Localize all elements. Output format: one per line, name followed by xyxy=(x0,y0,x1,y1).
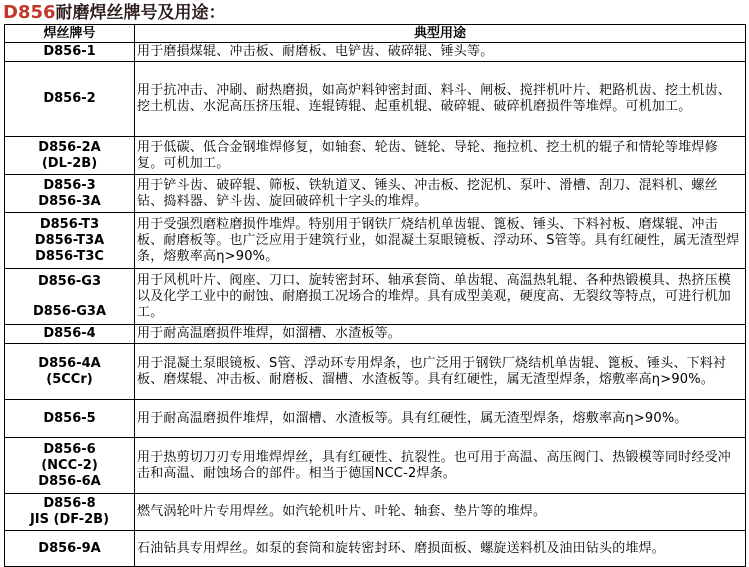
grade-code: D856-5 xyxy=(43,410,96,426)
grade-code: D856-4 xyxy=(43,326,96,341)
grade-code: D856-3 xyxy=(43,177,96,193)
grade-code: D856-T3C xyxy=(35,248,104,264)
title-text: 耐磨焊丝牌号及用途： xyxy=(55,3,226,23)
table-row xyxy=(5,43,746,62)
grade-code: (DL-2B) xyxy=(41,155,98,171)
use-cell: 石油钻具专用焊丝。如泵的套筒和旋转密封环、磨损面板、螺旋送料机及油田钻头的堆焊。 xyxy=(135,531,746,567)
header-use: 典型用途 xyxy=(135,25,746,43)
grade-cell xyxy=(5,269,135,325)
grade-code: D856-G3A xyxy=(32,303,107,319)
use-cell: 用于低碳、低合金钢堆焊修复，如轴套、轮齿、链轮、导轮、拖拉机、挖土机的辊子和情轮等堆焊修复。可机加工。 xyxy=(135,137,746,175)
table-row xyxy=(5,213,746,269)
header-grade: 焊丝牌号 xyxy=(5,25,135,43)
table-row xyxy=(5,494,746,531)
table-row xyxy=(5,137,746,175)
table-row xyxy=(5,325,746,344)
use-cell: 用于抗冲击、冲刷、耐热磨损，如高炉料钟密封面、料斗、闸板、搅拌机叶片、耙路机齿、挖土机齿、挖土机齿、水泥高压挤压辊、连辊铸辊、起重机辊、破碎辊、破碎机磨损件等堆焊。可机加工。 xyxy=(135,62,746,137)
table-row xyxy=(5,175,746,213)
table-header-row xyxy=(5,25,746,43)
grade-cell xyxy=(5,137,135,175)
table-row xyxy=(5,531,746,567)
use-cell: 用于混凝土泵眼镜板、S管、浮动环专用焊条，也广泛用于钢铁厂烧结机单齿辊、篦板、锤头、下料衬板、磨煤辊、冲击板、耐磨板、溜槽、水渣板等。具有红硬性，属无渣型焊条，熔敷率高η>90%。 xyxy=(135,344,746,400)
use-cell: 用于耐高温磨损件堆焊，如溜槽、水渣板等。 xyxy=(135,325,746,344)
grade-cell xyxy=(5,494,135,531)
grade-code: D856-2 xyxy=(43,91,96,106)
use-cell: 用于受强烈磨粒磨损件堆焊。特别用于钢铁厂烧结机单齿辊、篦板、锤头、下料衬板、磨煤辊、冲击板、耐磨板等。也广泛应用于建筑行业，如混凝土泵眼镜板、浮动环、S管等。具有红硬性，属无渣型焊条，熔敷率高η>90%。 xyxy=(135,213,746,269)
grade-code: D856-8 xyxy=(43,496,96,511)
table-row xyxy=(5,344,746,400)
use-cell: 用于风机叶片、阀座、刀口、旋转密封环、轴承套筒、单齿辊、高温热轧辊、各种热锻模具、热挤压模以及化学工业中的耐蚀、耐磨损工况场合的堆焊。具有成型美观，硬度高、无裂纹等特点，可进行机加工。 xyxy=(135,269,746,325)
grade-cell xyxy=(5,175,135,213)
grade-code: JIS (DF-2B) xyxy=(29,512,110,527)
use-cell: 用于磨損煤辊、冲击板、耐磨板、电铲齿、破碎辊、锤头等。 xyxy=(135,43,746,62)
title-code: D856 xyxy=(3,2,56,23)
grade-code: D856-4A xyxy=(38,355,101,371)
grade-code: D856-T3A xyxy=(34,232,105,248)
use-cell: 用于热剪切刀刃专用堆焊焊丝，具有红硬性、抗裂性。也可用于高温、高压阀门、热锻模等同时经受冲击和高温、耐蚀场合的部件。相当于德国NCC-2焊条。 xyxy=(135,438,746,494)
grade-code: D856-G3 xyxy=(37,273,102,289)
grade-code: (NCC-2) xyxy=(41,457,98,473)
grade-cell xyxy=(5,531,135,567)
grade-cell xyxy=(5,344,135,400)
grade-cell xyxy=(5,325,135,344)
grade-cell xyxy=(5,43,135,62)
grade-code: D856-6 xyxy=(43,441,96,457)
use-cell: 燃气涡轮叶片专用焊丝。如汽轮机叶片、叶轮、轴套、垫片等的堆焊。 xyxy=(135,494,746,531)
grade-code: D856-T3 xyxy=(39,216,100,232)
grade-cell xyxy=(5,62,135,137)
grade-code: D856-3A xyxy=(38,193,101,209)
grade-code: D856-9A xyxy=(38,540,101,556)
table-row xyxy=(5,62,746,137)
table-row xyxy=(5,400,746,438)
wire-grade-table xyxy=(4,24,746,567)
grade-cell xyxy=(5,400,135,438)
grade-cell xyxy=(5,438,135,494)
grade-code: D856-2A xyxy=(38,139,101,155)
use-cell: 用于耐高温磨损件堆焊，如溜槽、水渣板等。具有红硬性，属无渣型焊条，熔敷率高η>90%。 xyxy=(135,400,746,438)
table-row xyxy=(5,269,746,325)
grade-code: D856-1 xyxy=(43,44,96,59)
grade-code: D856-6A xyxy=(38,473,101,489)
grade-cell xyxy=(5,213,135,269)
table-row xyxy=(5,438,746,494)
use-cell: 用于铲斗齿、破碎辊、筛板、铁轨道叉、锤头、冲击板、挖泥机、泵叶、滑槽、刮刀、混料机、螺丝钻、捣料器、铲斗齿、旋回破碎机十字头的堆焊。 xyxy=(135,175,746,213)
page-title xyxy=(3,2,226,24)
grade-code: (5CCr) xyxy=(46,371,93,387)
